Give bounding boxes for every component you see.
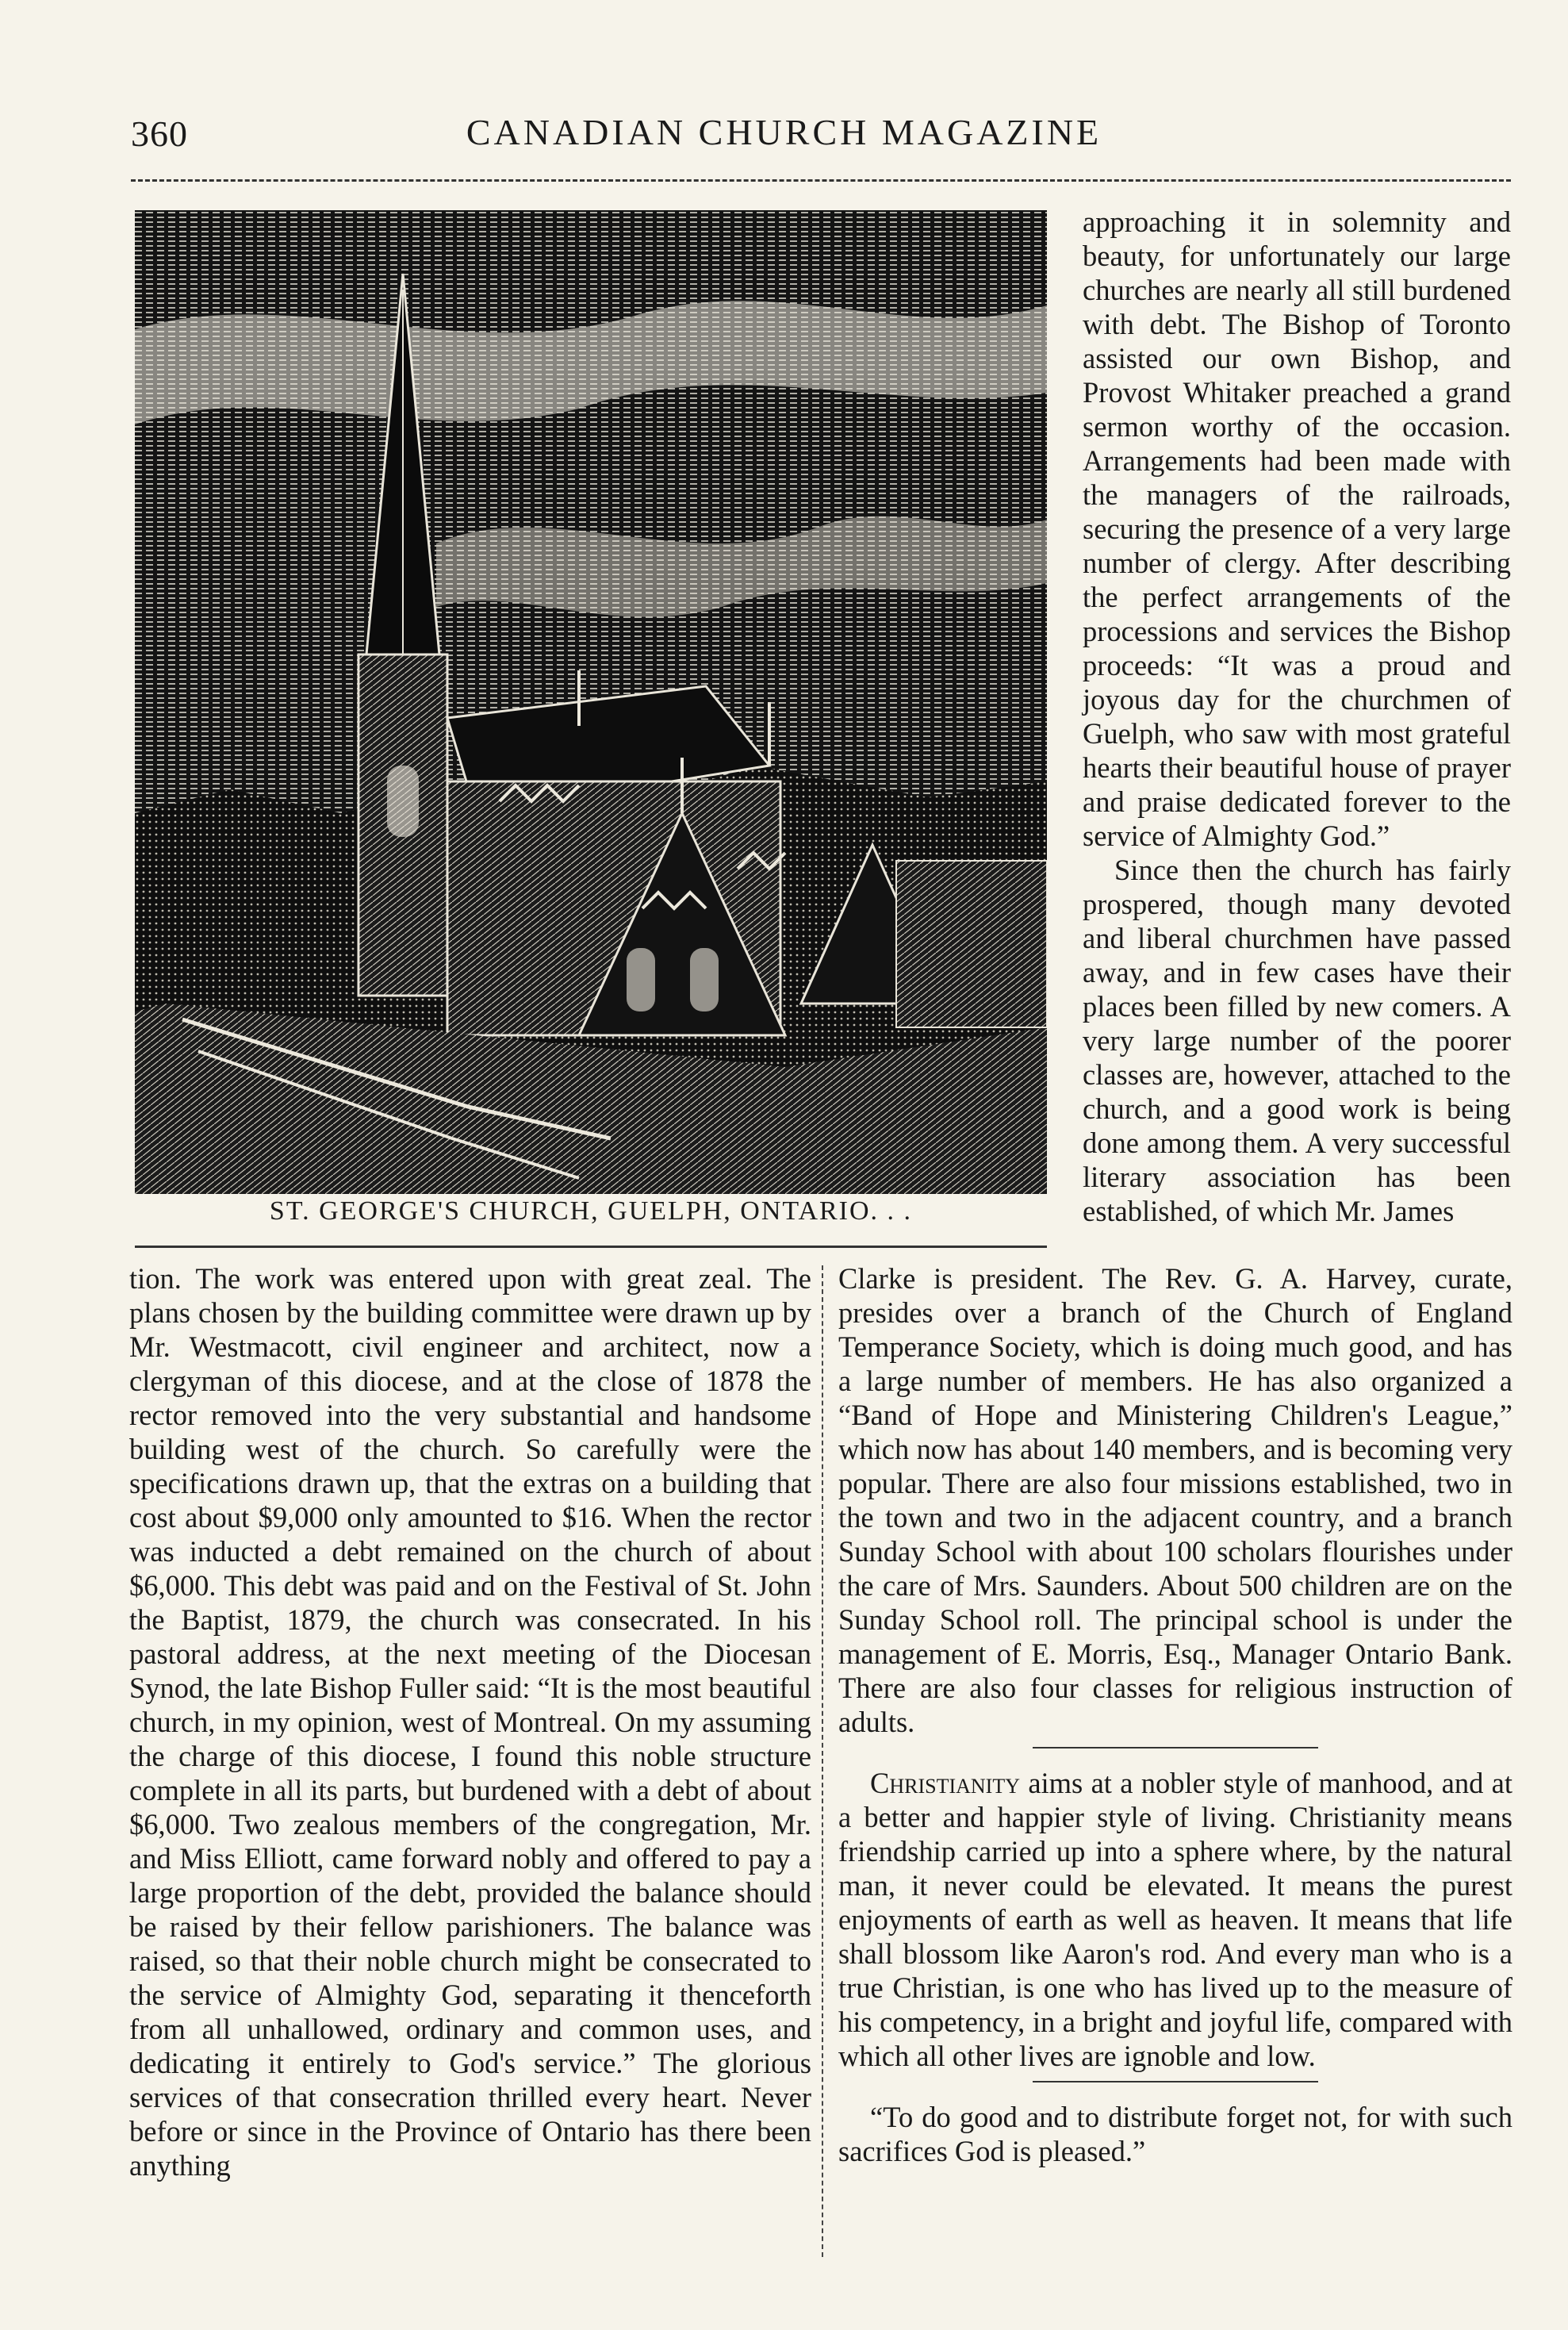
section-rule <box>1033 2081 1318 2082</box>
church-engraving <box>135 210 1047 1194</box>
paragraph: approaching it in solemnity and beauty, for unfortunately our large churches are nearly all still burdened with debt. The Bishop of Toronto assisted our own Bishop, and Provost Whitaker preached a grand sermon worthy of the occasion. Arrangements had been made with the managers of the railroads, securing the presence of a very large number of clergy. After describing the perfect arrangements of the processions and services the Bishop proceeds: “It was a proud and joyous day for the churchmen of Guelph, who saw with most grateful hearts their beautiful house of prayer and praise dedicated forever to the service of Almighty God.” <box>1083 205 1511 852</box>
column-divider <box>822 1265 823 2257</box>
smallcaps-lead: Christianity <box>870 1767 1020 1799</box>
header-rule <box>131 179 1511 182</box>
paragraph: Since then the church has fairly prospered, though many devoted and liberal churchmen have passed away, and in few cases have their places been filled by new comers. A very large number of the poorer classes are, however, attached to the church, and a good work is being done among them. A very successful literary association has been established, of which Mr. James <box>1083 854 1511 1227</box>
page-number: 360 <box>131 113 188 154</box>
left-column <box>129 1261 811 2182</box>
paragraph: Clarke is president. The Rev. G. A. Harvey, curate, presides over a branch of the Church of England Temperance Society, which is doing much good, and has a large number of members. He has also organized a “Band of Hope and Ministering Children's League,” which now has about 140 members, and is becoming very popular. There are also four missions established, two in the town and two in the adjacent country, and a branch Sunday School with about 100 scholars flourishes under the care of Mrs. Saunders. About 500 children are on the Sunday School roll. The principal school is under the management of E. Morris, Esq., Manager Ontario Bank. There are also four classes for religious instruction of adults. <box>838 1262 1512 1738</box>
right-column-top <box>1083 205 1511 1228</box>
figure-caption: ST. GEORGE'S CHURCH, GUELPH, ONTARIO. . . <box>269 1196 913 1226</box>
paragraph: tion. The work was entered upon with great zeal. The plans chosen by the building committee were drawn up by Mr. Westmacott, civil engineer and architect, now a clergyman of this diocese, and at the close of 1878 the rector removed into the very substantial and handsome building west of the church. So carefully were the specifications drawn up, that the extras on a building that cost about $9,000 only amounted to $16. When the rector was inducted a debt remained on the church of about $6,000. This debt was paid and on the Festival of St. John the Baptist, 1879, the church was consecrated. In his pastoral address, at the next meeting of the Diocesan Synod, the late Bishop Fuller said: “It is the most beautiful church, in my opinion, west of Montreal. On my assuming the charge of this diocese, I found this noble structure complete in all its parts, but burdened with a debt of about $6,000. Two zealous members of the congregation, Mr. and Miss Elliott, came forward nobly and offered to pay a large proportion of the debt, provided the balance should be raised by their fellow parishioners. The balance was raised, so that their noble church might be consecrated to the service of Almighty God, separating it thenceforth from all unhallowed, ordinary and common uses, and dedicating it entirely to God's service.” The glorious services of that consecration thrilled every heart. Never before or since in the Province of Ontario has there been anything <box>129 1262 811 2182</box>
church-illustration <box>135 210 1047 1194</box>
paragraph <box>838 1766 1512 2073</box>
running-head: CANADIAN CHURCH MAGAZINE <box>466 112 1102 152</box>
right-column-bottom <box>838 1261 1512 2168</box>
section-rule <box>1033 1747 1318 1748</box>
caption-rule <box>135 1246 1047 1248</box>
quotation: “To do good and to distribute forget not, for with such sacrifices God is pleased.” <box>838 2101 1512 2167</box>
paragraph-text: aims at a nobler style of manhood, and at a better and happier style of living. Christianity means friendship carried up into a sphere where, by the natural man, it never could be elevated. It means the purest enjoyments of earth as well as heaven. It means that life shall blossom like Aaron's rod. And every man who is a true Christian, is one who has lived up to the measure of his competency, in a bright and joyful life, compared with which all other lives are ignoble and low. <box>838 1767 1512 2072</box>
